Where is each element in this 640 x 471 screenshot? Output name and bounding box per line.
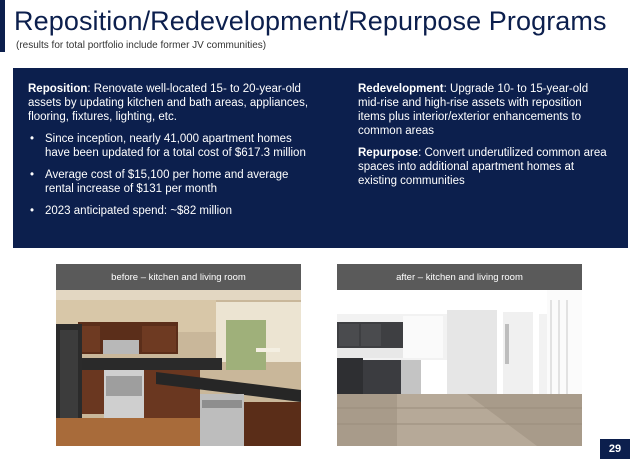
bullet-item: • Average cost of $15,100 per home and average rental increase of $131 per month — [28, 168, 318, 196]
redevelopment-term: Redevelopment — [358, 83, 444, 95]
program-description-panel — [13, 68, 628, 248]
reposition-paragraph — [28, 82, 318, 124]
redevelopment-paragraph — [358, 82, 608, 138]
page-title: Reposition/Redevelopment/Repurpose Programs — [14, 6, 607, 36]
repurpose-paragraph — [358, 146, 608, 188]
repurpose-text: : Convert underutilized common area spaces into additional apartment homes at existing communities — [358, 147, 607, 187]
bullet-item: • 2023 anticipated spend: ~$82 million — [28, 204, 318, 218]
reposition-bullet-list — [28, 132, 318, 218]
redevelopment-column — [358, 82, 608, 196]
before-photo-box — [56, 264, 301, 446]
title-accent-bar — [0, 0, 5, 52]
repurpose-term: Repurpose — [358, 147, 419, 159]
reposition-text: : Renovate well-located 15- to 20-year-old assets by updating kitchen and bath areas, appliances, flooring, fixtures, lighting, etc. — [28, 83, 309, 123]
after-photo-box — [337, 264, 582, 446]
page-subtitle: (results for total portfolio include former JV communities) — [16, 40, 267, 51]
redevelopment-text: : Upgrade 10- to 15-year-old mid-rise and high-rise assets with reposition items plus interior/exterior enhancements to common areas — [358, 83, 589, 137]
reposition-term: Reposition — [28, 83, 88, 95]
bullet-item: • Since inception, nearly 41,000 apartment homes have been updated for a total cost of $617.3 million — [28, 132, 318, 160]
before-kitchen-photo — [56, 290, 301, 446]
reposition-column — [28, 82, 318, 226]
before-caption: before – kitchen and living room — [56, 264, 301, 290]
after-kitchen-photo — [337, 290, 582, 446]
after-caption: after – kitchen and living room — [337, 264, 582, 290]
page-number: 29 — [600, 439, 630, 459]
